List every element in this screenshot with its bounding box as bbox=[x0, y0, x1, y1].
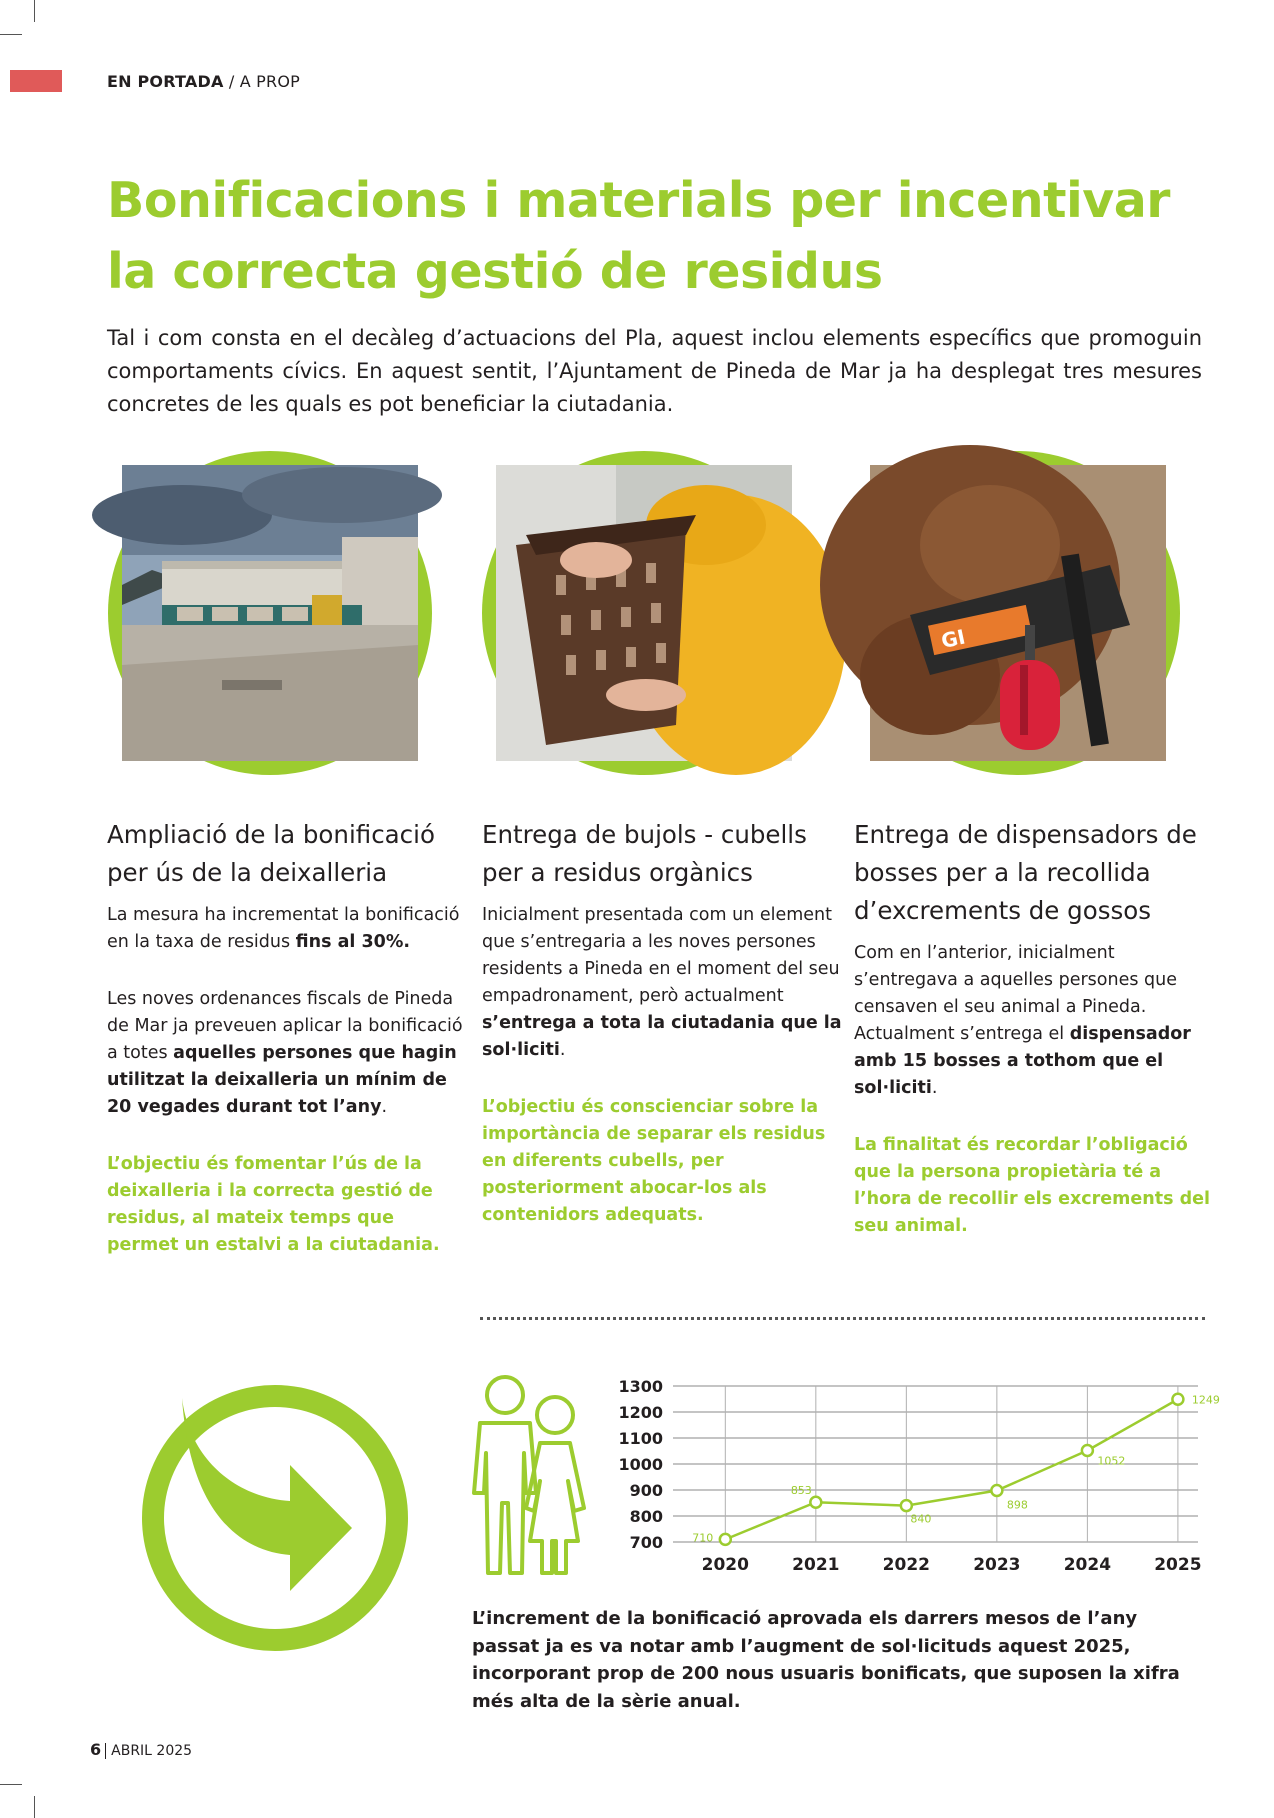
text: Inicialment presentada com un element que s’entregaria a les noves persones residents a Pineda en el moment del seu empadronament, però actualment bbox=[482, 905, 840, 1006]
data-point bbox=[901, 1500, 912, 1511]
organic-waste-bin-photo bbox=[482, 451, 806, 775]
text-end: . bbox=[559, 1040, 566, 1060]
data-label: 1249 bbox=[1191, 1393, 1220, 1407]
breadcrumb-subsection: A PROP bbox=[239, 72, 300, 91]
requests-line-chart bbox=[618, 1375, 1220, 1575]
text-bold: dispensador amb 15 bosses a tothom que el sol·liciti bbox=[854, 1024, 1191, 1098]
data-label: 1052 bbox=[1097, 1454, 1126, 1468]
measure-heading-2: Entrega de bujols - cubells per a residus orgànics bbox=[482, 820, 807, 887]
y-tick-label: 900 bbox=[629, 1481, 663, 1500]
breadcrumb-separator: / bbox=[223, 72, 240, 91]
x-tick-label: 2025 bbox=[1154, 1555, 1202, 1575]
page-number: 6 bbox=[90, 1740, 102, 1759]
data-label: 898 bbox=[1006, 1498, 1028, 1512]
recycling-center-photo bbox=[108, 451, 432, 775]
measure-heading-1: Ampliació de la bonificació per ús de la deixalleria bbox=[107, 820, 435, 887]
measure-column-3 bbox=[854, 816, 1214, 1270]
data-point bbox=[1082, 1445, 1093, 1456]
text-end: . bbox=[931, 1078, 938, 1098]
measure-highlight-1: L’objectiu és fomentar l’ús de la deixalleria i la correcta gestió de residus, al mateix temps que permet un estalvi a la ciutadania. bbox=[107, 1154, 440, 1255]
page-footer bbox=[90, 1740, 192, 1759]
text: Les noves ordenances fiscals de Pineda de Mar ja preveuen aplicar la bonificació a totes bbox=[107, 989, 463, 1063]
page-title: Bonificacions i materials per incentivar la correcta gestió de residus bbox=[107, 172, 1170, 300]
measure-heading-3: Entrega de dispensadors de bosses per a la recollida d’excrements de gossos bbox=[854, 820, 1197, 925]
footer-separator bbox=[105, 1743, 106, 1759]
data-point bbox=[991, 1485, 1002, 1496]
text: La mesura ha incrementat la bonificació en la taxa de residus bbox=[107, 905, 460, 952]
measure-column-1 bbox=[107, 816, 467, 1289]
measure-highlight-2: L’objectiu és conscienciar sobre la importància de separar els residus en diferents cubells, per posteriorment abocar-los als contenidors adequats. bbox=[482, 1097, 826, 1225]
x-tick-label: 2021 bbox=[792, 1555, 840, 1575]
measure-text-1b bbox=[107, 986, 467, 1121]
y-tick-label: 700 bbox=[629, 1533, 663, 1552]
breadcrumb bbox=[107, 72, 300, 91]
people-icon bbox=[470, 1373, 590, 1578]
measure-column-2 bbox=[482, 816, 842, 1259]
text: Com en l’anterior, inicialment s’entregava a aquelles persones que censaven el seu animal a Pineda. Actualment s’entrega el bbox=[854, 943, 1177, 1044]
section-color-bar bbox=[10, 70, 62, 92]
x-tick-label: 2022 bbox=[882, 1555, 931, 1575]
y-tick-label: 1200 bbox=[618, 1403, 663, 1422]
measure-highlight-3: La finalitat és recordar l’obligació que la persona propietària té a l’hora de recollir els excrements del seu animal. bbox=[854, 1135, 1210, 1236]
intro-paragraph: Tal i com consta en el decàleg d’actuacions del Pla, aquest inclou elements específics que promoguin comportaments cívics. En aquest sentit, l’Ajuntament de Pineda de Mar ja ha desplegat tres mesures concretes de les quals es pot beneficiar la ciutadania. bbox=[107, 326, 1202, 416]
text-end: . bbox=[381, 1097, 388, 1117]
text-bold: aquelles persones que hagin utilitzat la deixalleria un mínim de 20 vegades durant tot l’any bbox=[107, 1043, 457, 1117]
data-label: 840 bbox=[910, 1512, 932, 1526]
y-tick-label: 1000 bbox=[618, 1455, 663, 1474]
data-label: 853 bbox=[790, 1484, 812, 1498]
y-tick-label: 1300 bbox=[618, 1377, 663, 1396]
text-bold: fins al 30%. bbox=[295, 932, 411, 952]
y-tick-label: 1100 bbox=[618, 1429, 663, 1448]
crop-mark bbox=[34, 0, 35, 22]
data-point bbox=[720, 1534, 731, 1545]
breadcrumb-section: EN PORTADA bbox=[107, 72, 224, 91]
text-bold: s’entrega a tota la ciutadania que la sol·liciti bbox=[482, 1013, 842, 1060]
arrow-right-circle-icon bbox=[140, 1383, 410, 1653]
x-tick-label: 2024 bbox=[1063, 1555, 1112, 1575]
series-line bbox=[725, 1399, 1178, 1539]
footer-date: ABRIL 2025 bbox=[111, 1743, 193, 1759]
data-point bbox=[810, 1497, 821, 1508]
section-divider bbox=[480, 1317, 1205, 1320]
dog-bag-dispenser-photo bbox=[856, 451, 1180, 775]
crop-mark bbox=[34, 1796, 35, 1818]
data-point bbox=[1172, 1394, 1183, 1405]
x-tick-label: 2023 bbox=[973, 1555, 1021, 1575]
crop-mark bbox=[0, 1784, 22, 1785]
y-tick-label: 800 bbox=[629, 1507, 663, 1526]
data-label: 710 bbox=[692, 1531, 714, 1545]
measure-text-3a bbox=[854, 940, 1214, 1102]
chart-summary: L’increment de la bonificació aprovada els darrers mesos de l’any passat ja es va notar amb l’augment de sol·licituds aquest 2025, incorporant prop de 200 nous usuaris bonificats, que suposen la xifra més alta de la sèrie anual. bbox=[472, 1608, 1180, 1712]
crop-mark bbox=[0, 34, 22, 35]
x-tick-label: 2020 bbox=[701, 1555, 749, 1575]
measure-text-2a bbox=[482, 902, 842, 1064]
svg-text:GI: GI bbox=[939, 624, 968, 653]
measure-text-1a bbox=[107, 902, 467, 956]
